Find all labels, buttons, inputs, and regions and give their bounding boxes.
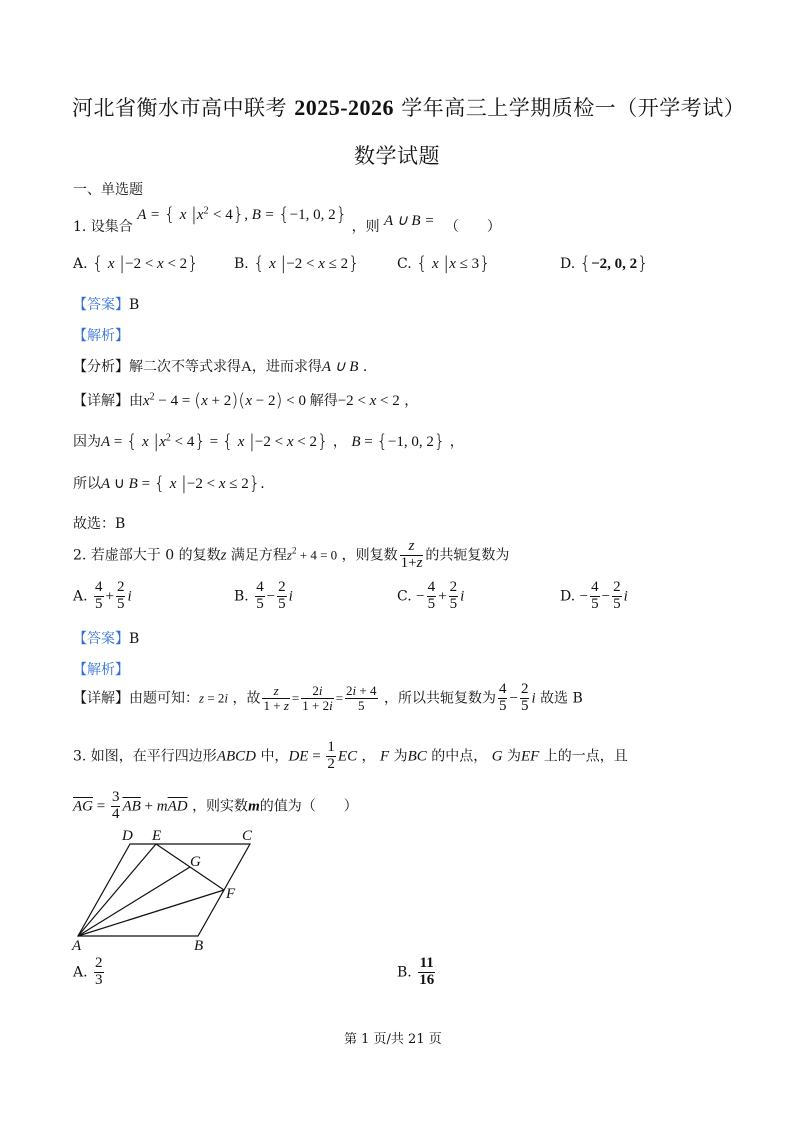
title-prefix: 河北省衡水市高中联考 — [72, 96, 295, 120]
q1-so-line: 所以A ∪ B = { x |−2 < x ≤ 2}. — [73, 473, 265, 494]
document-subtitle: 数学试题 — [354, 144, 440, 168]
q2-option-c-label: C. — [397, 588, 412, 605]
q2-option-d: D. − $\frac{4}{5}$ − $\frac{2}{5}$ i — [560, 579, 628, 612]
label-b: B — [194, 938, 204, 954]
q2-stem-then: ，则复数 — [341, 547, 398, 564]
q3-stem-prefix: 3. 如图，在平行四边形 — [73, 748, 217, 765]
q2-detail: 【详解】由题可知：z = 2i ，故 $\frac{z}{1 + z}$ = $\frac{2i}{1 + 2i}$ = $\frac{2i + 4}{5}$ ，所以共轭复数为 $\frac{4}{5}$ − $\frac{2}{5}$ i 故选 B — [73, 681, 583, 714]
q1-fenxi-text-1: 解二次不等式求得 — [129, 359, 241, 375]
label-d: D — [122, 828, 133, 844]
q2-detail-text-2: ，故 — [232, 690, 261, 707]
q1-detail: 【详解】由$x^2 - 4 = (x + 2)(x - 2) < 0$ 解得−2 < x < 2 ， — [73, 390, 419, 411]
q2-option-b: B. $\frac{4}{5}$ − $\frac{2}{5}$ i — [234, 579, 293, 612]
q2-option-b-label: B. — [234, 588, 249, 605]
q2-option-c: C. − $\frac{4}{5}$ + $\frac{2}{5}$ i — [397, 579, 465, 612]
q1-blank: （ ） — [444, 219, 501, 235]
q1-option-d-label: D. — [560, 256, 576, 272]
q1-choose: 故选：B — [73, 516, 126, 532]
q1-option-c-label: C. — [397, 256, 412, 272]
title-years: 2025-2026 — [294, 95, 395, 120]
q1-option-b-label: B. — [234, 256, 249, 272]
q3-option-a: A. $\frac{2}{3}$ — [73, 955, 103, 988]
q3-stem-text-4: 的中点， — [431, 748, 488, 765]
q1-fenxi: 【分析】解二次不等式求得A，进而求得A ∪ B . — [73, 359, 368, 375]
q1-option-c: C. { x |x ≤ 3} — [397, 253, 491, 274]
document-title — [72, 92, 745, 122]
parallelogram-abcd — [78, 844, 250, 936]
q1-answer-value: B — [129, 297, 140, 313]
q3-stem-text-3: 为 — [393, 748, 408, 765]
segment-ag — [78, 867, 190, 936]
q3-stem-line2-text: ，则实数 — [192, 798, 249, 815]
q3-option-b-label: B. — [397, 964, 412, 981]
q1-stem-then: ，则 — [351, 219, 380, 235]
q2-answer — [73, 628, 139, 648]
q2-option-a: A. $\frac{4}{5}$ + $\frac{2}{5}$ i — [73, 579, 132, 612]
q1-detail-text-3: ， — [404, 393, 419, 409]
q3-figure-lines — [78, 844, 250, 936]
q1-stem-prefix: 1. 设集合 — [73, 219, 133, 235]
q1-union-expr: A ∪ B = — [384, 213, 435, 229]
q1-detail-tag: 【详解】 — [73, 393, 129, 409]
q3-stem-line1: 3. 如图，在平行四边形ABCD 中，DE = $\frac{1}{2}$ EC ， F 为BC 的中点， G 为EF 上的一点，且 — [73, 739, 628, 772]
q2-analysis-tag: 【解析】 — [73, 662, 129, 678]
q3-stem-line2: $\overline{AG}$ = $\frac{3}{4}$ $\overline{AB} + m\overline{AD}$ ，则实数m的值为（ ） — [73, 789, 358, 822]
q1-set-definition: A = { x $|x^2 < 4$}, B = {−1, 0, 2} — [137, 204, 348, 225]
q3-stem-text-6: 上的一点，且 — [543, 748, 628, 765]
q1-because-word: 因为 — [73, 434, 101, 450]
q1-detail-text-2: 解得 — [309, 393, 338, 409]
q1-fenxi-tag: 【分析】 — [73, 359, 129, 375]
q2-stem: 2. 若虚部大于 0 的复数z 满足方程$z^2 + 4 = 0$ ，则复数 $\frac{z}{1+z}$ 的共轭复数为 — [73, 538, 510, 571]
q2-detail-tag: 【详解】 — [73, 690, 129, 707]
q1-answer-tag: 【答案】 — [73, 297, 129, 313]
q3-stem-line2-end: 的值为（ ） — [259, 798, 358, 815]
q2-stem-post: 的共轭复数为 — [425, 547, 510, 564]
page-footer: 第 1 页/共 21 页 — [344, 1032, 442, 1047]
q1-fenxi-text-2: ，进而求得 — [251, 359, 322, 375]
q1-option-d: D. {−2, 0, 2} — [560, 253, 649, 274]
q1-so-word: 所以 — [73, 476, 101, 492]
q2-detail-text-1: 由题可知： — [129, 690, 199, 707]
q1-stem — [73, 204, 501, 237]
label-g: G — [190, 854, 201, 870]
label-a: A — [72, 938, 82, 954]
q2-detail-text-4: 故选 B — [540, 690, 583, 707]
q1-option-a-label: A. — [73, 256, 88, 272]
q1-because-line: 因为A = { x $|x^2 < 4$} = { x |−2 < x < 2} ， B = {−1, 0, 2} ， — [73, 431, 464, 452]
section-heading: 一、单选题 — [73, 182, 143, 198]
q3-parallelogram-figure — [68, 826, 268, 956]
q1-option-a: A. { x |−2 < x < 2} — [73, 253, 199, 274]
q3-option-b: B. $\frac{11}{16}$ — [397, 955, 435, 988]
q2-answer-value: B — [129, 631, 140, 647]
label-f: F — [226, 886, 236, 902]
q2-option-a-label: A. — [73, 588, 88, 605]
q1-detail-text-1: 由 — [129, 393, 143, 409]
label-e: E — [152, 828, 162, 844]
title-suffix: 学年高三上学期质检一（开学考试） — [394, 96, 746, 120]
q2-detail-text-3: ，所以共轭复数为 — [383, 690, 496, 707]
q3-stem-text-5: 为 — [506, 748, 521, 765]
q3-option-a-label: A. — [73, 964, 88, 981]
q2-option-d-label: D. — [560, 588, 576, 605]
segment-ae — [78, 844, 156, 936]
q2-stem-mid: 满足方程 — [230, 547, 287, 564]
q2-stem-prefix: 2. 若虚部大于 0 的复数 — [73, 547, 221, 564]
q2-answer-tag: 【答案】 — [73, 631, 129, 647]
q1-answer — [73, 294, 139, 314]
q1-option-b: B. { x |−2 < x ≤ 2} — [234, 253, 360, 274]
q1-analysis-tag: 【解析】 — [73, 328, 129, 344]
label-c: C — [242, 828, 253, 844]
q3-stem-text-2: 中， — [260, 748, 289, 765]
q1-fenxi-text-3: . — [362, 359, 368, 375]
